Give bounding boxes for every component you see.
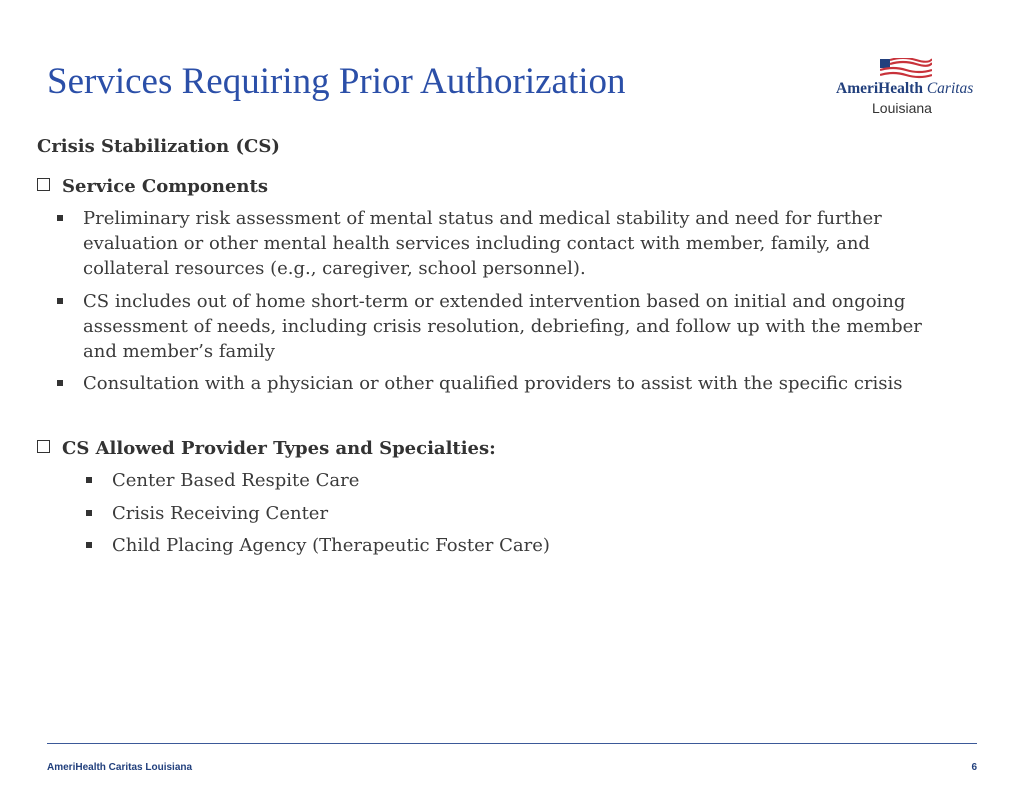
service-components-heading (37, 176, 268, 197)
square-bullet-icon (86, 477, 92, 483)
footer-divider (47, 743, 977, 744)
provider-types-heading (37, 438, 496, 459)
checkbox-bullet-icon (37, 440, 50, 453)
list-item (86, 468, 886, 493)
flag-icon (880, 58, 932, 80)
list-item (86, 533, 886, 558)
square-bullet-icon (57, 380, 63, 386)
checkbox-bullet-icon (37, 178, 50, 191)
square-bullet-icon (86, 542, 92, 548)
list-item (57, 371, 937, 396)
list-item-text: Child Placing Agency (Therapeutic Foster Care) (112, 535, 550, 556)
provider-types-list (86, 468, 886, 566)
list-item-text: Crisis Receiving Center (112, 502, 329, 524)
service-components-list (57, 206, 937, 404)
square-bullet-icon (86, 510, 92, 516)
list-item-text: Preliminary risk assessment of mental status and medical stability and need for further evaluation or other mental health services including contact with member, family, and collateral resources (e.g., caregiver, school personnel). (83, 208, 882, 279)
list-item-text: Center Based Respite Care (112, 470, 360, 491)
square-bullet-icon (57, 215, 63, 221)
provider-types-heading-text: CS Allowed Provider Types and Specialties: (62, 438, 496, 459)
square-bullet-icon (57, 298, 63, 304)
list-item-text: Consultation with a physician or other qualified providers to assist with the specific crisis (83, 373, 903, 394)
slide-title: Services Requiring Prior Authorization (47, 61, 626, 102)
footer-organization: AmeriHealth Caritas Louisiana (47, 762, 193, 773)
logo-subtitle: Louisiana (872, 100, 932, 116)
logo-brand-bold: AmeriHealth (836, 80, 923, 97)
list-item (57, 289, 937, 364)
logo-brand-italic: Caritas (926, 80, 974, 97)
company-logo (834, 58, 984, 118)
service-components-heading-text: Service Components (62, 176, 268, 197)
page-number: 6 (971, 762, 977, 773)
section-heading: Crisis Stabilization (CS) (37, 136, 280, 157)
list-item (86, 501, 886, 526)
list-item-text: CS includes out of home short-term or extended intervention based on initial and ongoing assessment of needs, including crisis resolution, debriefing, and follow up with the member and member’s family (83, 290, 922, 362)
logo-brand (836, 80, 973, 98)
list-item (57, 206, 937, 281)
